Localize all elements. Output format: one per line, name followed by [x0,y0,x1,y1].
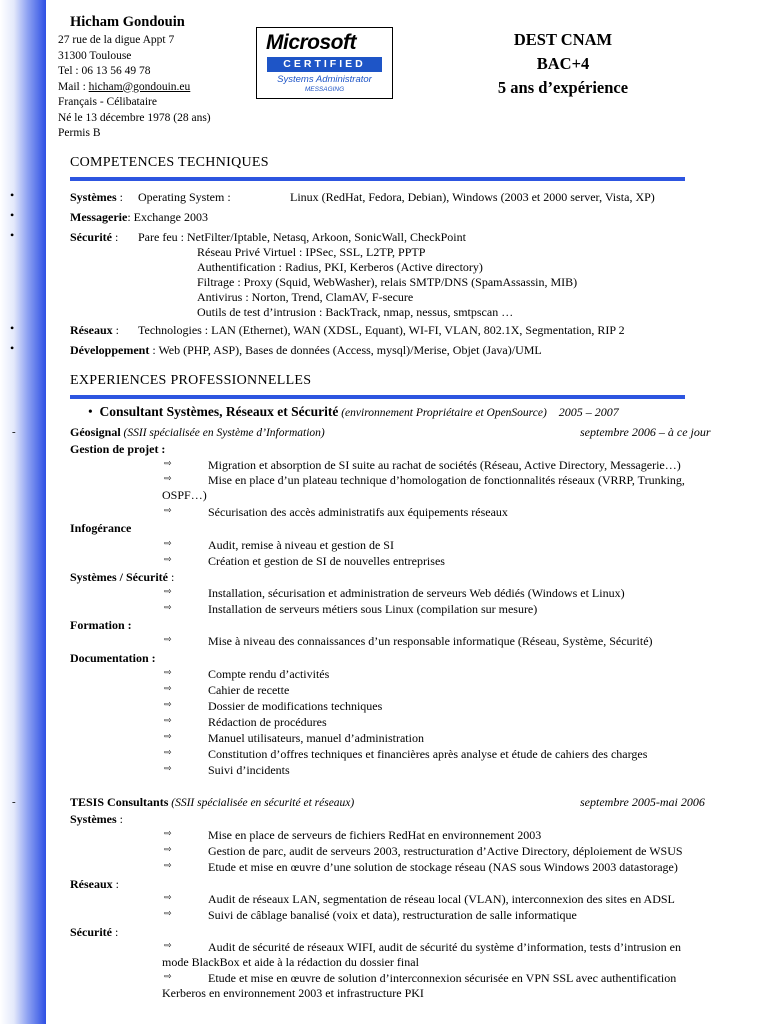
degree-line: BAC+4 [536,54,590,73]
task-item: Installation, sécurisation et administration de serveurs Web dédiés (Windows et Linux) [208,586,625,600]
arrow-icon: ⇨ [164,764,172,774]
tesis-reseaux-heading: Réseaux : [70,877,120,891]
task-item-continuation: OSPF…) [162,488,207,502]
microsoft-certified-logo [256,27,393,99]
infogerance-heading: Infogérance [70,521,132,535]
task-item-continuation: mode BlackBox et aide à la rédaction du dossier final [162,955,419,969]
arrow-icon: ⇨ [164,459,172,469]
skill-developpement: Développement : Web (PHP, ASP), Bases de données (Access, mysql)/Merise, Objet (Java)/UML [70,343,542,357]
documentation-heading: Documentation : [70,651,156,665]
task-item: Constitution d’offres techniques et financières après analyse et étude de cahiers des charges [208,747,648,761]
degree-line: DEST CNAM [513,30,613,49]
gestion-heading: Gestion de projet : [70,442,166,456]
arrow-icon: ⇨ [164,603,172,613]
tesis-systemes-heading: Systèmes : [70,812,124,826]
phone-line: Tel : 06 13 56 49 78 [58,65,151,77]
arrow-icon: ⇨ [164,474,172,484]
task-item: Mise à niveau des connaissances d’un responsable informatique (Réseau, Système, Sécurité) [208,634,653,648]
arrow-icon: ⇨ [164,539,172,549]
arrow-icon: ⇨ [164,555,172,565]
arrow-icon: ⇨ [164,893,172,903]
skill-messagerie: Messagerie: Exchange 2003 [70,210,208,224]
section-rule [70,395,685,399]
ms-logo-specialty: MESSAGING [304,86,345,93]
task-item: Compte rendu d’activités [208,667,330,681]
ms-logo-title: Systems Administrator [277,74,372,85]
tesis-dates: septembre 2005-mai 2006 [580,795,705,809]
arrow-icon: ⇨ [164,748,172,758]
formation-heading: Formation : [70,618,132,632]
task-item-continuation: Kerberos en environnement 2003 et infrastructure PKI [162,986,424,1000]
skill-reseaux-value: Technologies : LAN (Ethernet), WAN (XDSL, Equant), WI-FI, VLAN, 802.1X, Segmentation, RIP 2 [138,323,625,337]
personal-line: Né le 13 décembre 1978 (28 ans) [58,111,211,124]
arrow-icon: ⇨ [164,635,172,645]
task-item: Migration et absorption de SI suite au rachat de sociétés (Réseau, Active Directory, Messagerie…) [208,458,681,472]
task-item: Audit de sécurité de réseaux WIFI, audit de sécurité du système d’information, tests d’intrusion en [208,940,681,954]
tesis-securite-heading: Sécurité : [70,925,119,939]
task-item: Dossier de modifications techniques [208,699,383,713]
section-rule [70,177,685,181]
securite-line: Outils de test d’intrusion : BackTrack, nmap, nessus, smtpscan … [197,305,514,319]
bullet-icon: • [10,188,15,202]
experience-years: 5 ans d’expérience [497,78,629,97]
arrow-icon: ⇨ [164,668,172,678]
geosignal-dates: septembre 2006 – à ce jour [580,425,711,439]
securite-line: Réseau Privé Virtuel : IPSec, SSL, L2TP, PPTP [197,245,426,259]
dash-icon: - [12,796,16,808]
task-item: Sécurisation des accès administratifs aux équipements réseaux [208,505,508,519]
address-line: 27 rue de la digue Appt 7 [58,34,175,46]
bullet-icon: • [88,404,93,419]
arrow-icon: ⇨ [164,716,172,726]
bullet-icon: • [10,208,15,222]
skill-reseaux: Réseaux : [70,323,120,337]
degree-block [470,28,656,100]
arrow-icon: ⇨ [164,941,172,951]
personal-line: Français - Célibataire [58,96,157,108]
task-item: Cahier de recette [208,683,290,697]
bullet-icon: • [10,321,15,335]
task-item: Suivi de câblage banalisé (voix et data), restructuration de salle informatique [208,908,577,922]
task-item: Mise en place d’un plateau technique d’homologation de fonctionnalités réseaux (VRRP, Trunking, [208,473,685,487]
company-tesis: TESIS Consultants (SSII spécialisée en sécurité et réseaux) [70,795,355,809]
mail-line [58,80,211,96]
section-title-experiences: EXPERIENCES PROFESSIONNELLES [70,373,312,388]
arrow-icon: ⇨ [164,909,172,919]
role-dates: 2005 – 2007 [558,405,619,419]
skill-label: Systèmes [70,190,117,204]
securite-line: Filtrage : Proxy (Squid, WebWasher), relais SMTP/DNS (SpamAssassin, MIB) [197,275,578,289]
role-environment: (environnement Propriétaire et OpenSource) [338,407,547,419]
arrow-icon: ⇨ [164,732,172,742]
bullet-icon: • [10,228,15,242]
role-heading [88,404,619,420]
task-item: Création et gestion de SI de nouvelles entreprises [208,554,445,568]
arrow-icon: ⇨ [164,506,172,516]
personal-line: Permis B [58,127,101,139]
contact-block [58,33,211,142]
skill-systemes: Systèmes : [70,190,124,204]
securite-line: Pare feu : NetFilter/Iptable, Netasq, Arkoon, SonicWall, CheckPoint [138,230,466,244]
task-item: Gestion de parc, audit de serveurs 2003, restructuration d’Active Directory, déploiement de WSUS [208,844,683,858]
arrow-icon: ⇨ [164,700,172,710]
task-item: Etude et mise en œuvre de solution d’interconnexion sécurisée en VPN SSL avec authentification [208,971,677,985]
arrow-icon: ⇨ [164,861,172,871]
arrow-icon: ⇨ [164,829,172,839]
task-item: Installation de serveurs métiers sous Linux (compilation sur mesure) [208,602,538,616]
company-geosignal: Géosignal (SSII spécialisée en Système d’Information) [70,425,325,439]
dash-icon: - [12,426,16,438]
task-item: Suivi d’incidents [208,763,290,777]
role-title: Consultant Systèmes, Réseaux et Sécurité [99,404,339,419]
skill-os-label: Operating System : [138,190,231,204]
arrow-icon: ⇨ [164,684,172,694]
arrow-icon: ⇨ [164,845,172,855]
arrow-icon: ⇨ [164,972,172,982]
candidate-name: Hicham Gondouin [70,14,185,30]
section-title-competences: COMPETENCES TECHNIQUES [70,155,269,170]
task-item: Audit, remise à niveau et gestion de SI [208,538,394,552]
task-item: Etude et mise en œuvre d’une solution de stockage réseau (NAS sous Windows 2003 datastorage) [208,860,678,874]
task-item: Rédaction de procédures [208,715,327,729]
skill-securite: Sécurité : [70,230,119,244]
sys-sec-heading: Systèmes / Sécurité : [70,570,175,584]
left-gradient-bar [0,0,46,1024]
ms-logo-certified: CERTIFIED [267,57,382,72]
bullet-icon: • [10,341,15,355]
task-item: Audit de réseaux LAN, segmentation de réseau local (VLAN), interconnexion des sites en ADSL [208,892,675,906]
ms-logo-word: Microsoft [266,31,356,54]
arrow-icon: ⇨ [164,587,172,597]
mail-label: Mail : [58,80,89,93]
securite-line: Authentification : Radius, PKI, Kerberos (Active directory) [197,260,483,274]
mail-link[interactable]: hicham@gondouin.eu [88,80,191,93]
skill-systemes-value: Linux (RedHat, Fedora, Debian), Windows (2003 et 2000 server, Vista, XP) [290,190,655,204]
task-item: Manuel utilisateurs, manuel d’administration [208,731,424,745]
address-line: 31300 Toulouse [58,49,132,62]
securite-line: Antivirus : Norton, Trend, ClamAV, F-secure [197,290,414,304]
task-item: Mise en place de serveurs de fichiers RedHat en environnement 2003 [208,828,542,842]
